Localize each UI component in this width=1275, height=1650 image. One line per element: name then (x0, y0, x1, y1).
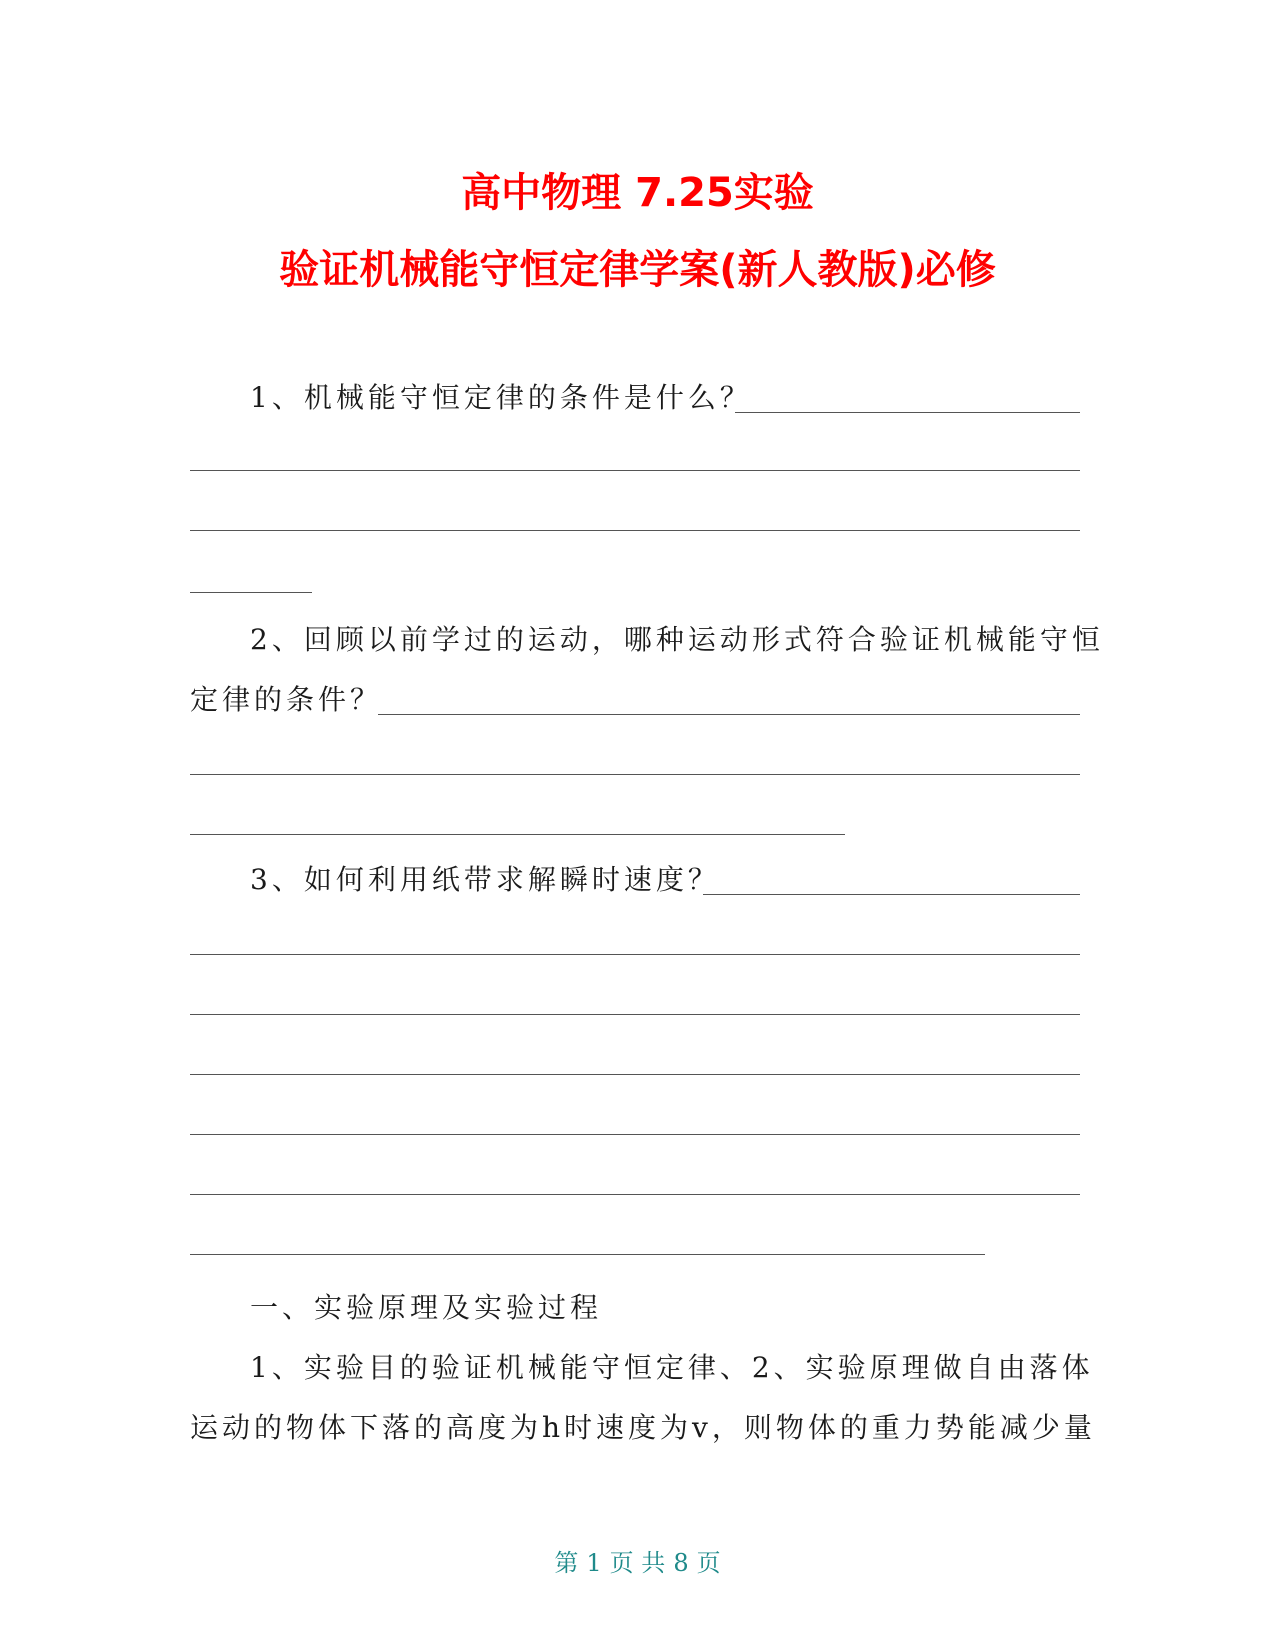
answer-blank-q3-1 (703, 894, 1080, 895)
footer-middle: 页 共 (609, 1549, 666, 1577)
answer-blank-q3-7 (190, 1254, 985, 1255)
answer-blank-q2-1 (378, 714, 1080, 715)
footer-current-page: 1 (586, 1549, 602, 1577)
footer-total-pages: 8 (673, 1549, 689, 1577)
document-title-line-1: 高中物理 7.25实验 (461, 170, 814, 216)
page-footer (0, 1548, 1275, 1578)
section-paragraph-line-1: 1、实验目的验证机械能守恒定律、2、实验原理做自由落体 (250, 1351, 1094, 1384)
answer-blank-q1-4 (190, 592, 312, 593)
answer-blank-q3-3 (190, 1014, 1080, 1015)
answer-blank-q2-2 (190, 774, 1080, 775)
answer-blank-q2-3 (190, 834, 845, 835)
footer-suffix: 页 (696, 1549, 721, 1577)
answer-blank-q3-4 (190, 1074, 1080, 1075)
answer-blank-q3-6 (190, 1194, 1080, 1195)
question-2-line-1: 2、回顾以前学过的运动，哪种运动形式符合验证机械能守恒 (250, 623, 1104, 656)
answer-blank-q3-5 (190, 1134, 1080, 1135)
answer-blank-q1-1 (735, 412, 1080, 413)
section-paragraph-line-2: 运动的物体下落的高度为h时速度为v，则物体的重力势能减少量 (190, 1411, 1096, 1444)
question-1-text: 1、机械能守恒定律的条件是什么？ (250, 381, 752, 414)
answer-blank-q3-2 (190, 954, 1080, 955)
question-3-text: 3、如何利用纸带求解瞬时速度？ (250, 863, 720, 896)
document-title-line-2: 验证机械能守恒定律学案(新人教版)必修 (279, 247, 996, 293)
section-heading: 一、实验原理及实验过程 (250, 1291, 603, 1324)
footer-prefix: 第 (554, 1549, 579, 1577)
answer-blank-q1-3 (190, 530, 1080, 531)
question-2-line-2: 定律的条件？ (190, 683, 383, 716)
answer-blank-q1-2 (190, 470, 1080, 471)
